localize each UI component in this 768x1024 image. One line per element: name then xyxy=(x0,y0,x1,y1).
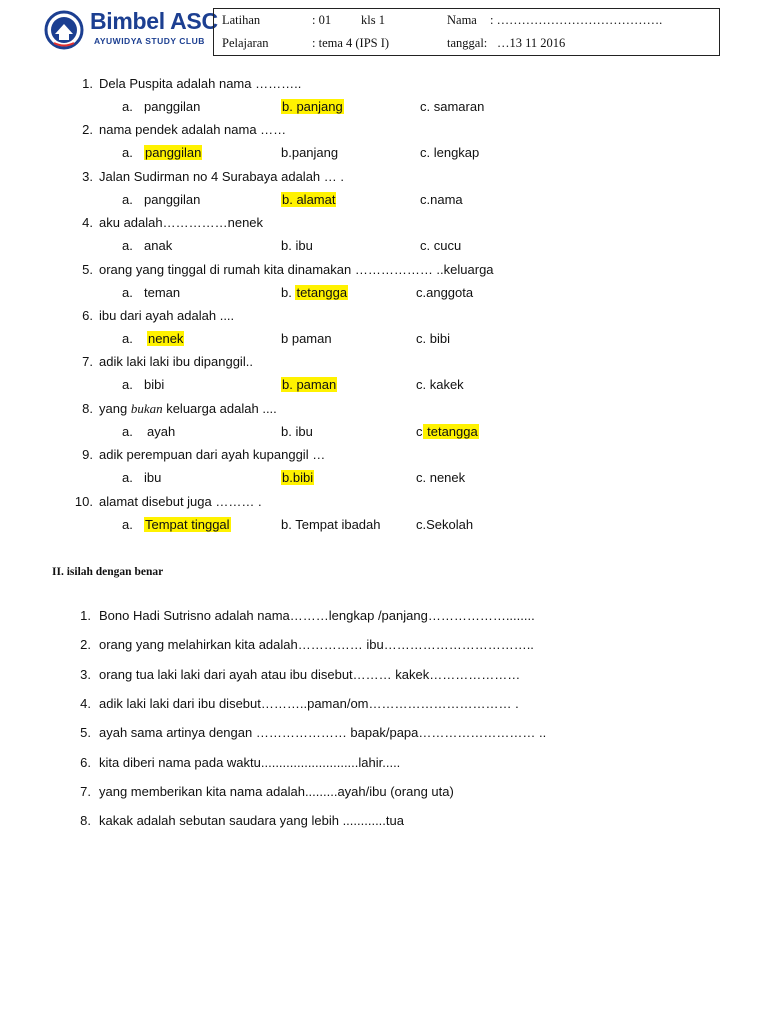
option-c[interactable]: c. bibi xyxy=(416,331,450,346)
option-c[interactable]: c. samaran xyxy=(420,99,485,114)
question-number: 6. xyxy=(82,308,93,323)
fill-item-text[interactable]: ayah sama artinya dengan ………………… bapak/papa……………………… .. xyxy=(99,725,547,741)
question-text xyxy=(99,401,277,417)
option-a-prefix: a. xyxy=(122,145,133,161)
option-b[interactable]: b. paman xyxy=(282,377,337,393)
option-a[interactable]: panggilan xyxy=(145,145,202,161)
fill-item-number: 8. xyxy=(80,813,91,829)
option-a-prefix: a. xyxy=(122,423,133,439)
fill-item-text[interactable]: orang yang melahirkan kita adalah…………… ibu…………………………….. xyxy=(99,637,534,653)
tanggal-label: tanggal: xyxy=(447,36,488,50)
question-text-main: Jalan Sudirman no 4 Surabaya adalah … . xyxy=(99,168,344,184)
fill-item-text[interactable]: adik laki laki dari ibu disebut………..paman/om…………………………… . xyxy=(99,695,519,711)
option-b[interactable]: b. Tempat ibadah xyxy=(281,516,381,532)
question-number: 4. xyxy=(82,215,93,231)
question-number: 10. xyxy=(74,493,93,509)
option-b-prefix: b. xyxy=(281,284,296,300)
option-a[interactable]: teman xyxy=(144,284,181,300)
question-number: 1. xyxy=(82,76,93,91)
fill-item-text[interactable]: orang tua laki laki dari ayah atau ibu disebut……… kakek………………… xyxy=(99,666,521,682)
option-b[interactable]: b paman xyxy=(281,331,332,346)
question-text-main: ibu dari ayah adalah .... xyxy=(99,308,235,323)
option-a[interactable]: ayah xyxy=(147,423,176,439)
question-text-main: adik laki laki ibu dipanggil.. xyxy=(99,354,253,370)
question-text xyxy=(99,169,344,184)
option-b[interactable]: b. ibu xyxy=(281,423,313,439)
pelajaran-value: : tema 4 (IPS I) xyxy=(312,36,390,50)
logo-title: Bimbel ASC xyxy=(90,8,218,34)
fill-item-number: 2. xyxy=(80,637,91,653)
fill-item-number: 3. xyxy=(80,666,91,682)
fill-item-number: 4. xyxy=(80,695,91,711)
question-text-main: alamat disebut juga ……… . xyxy=(99,493,262,509)
option-c[interactable]: c.Sekolah xyxy=(416,516,474,532)
fill-item-number: 7. xyxy=(80,783,91,799)
question-text xyxy=(99,447,325,462)
question-text xyxy=(99,354,253,369)
option-c[interactable]: c.anggota xyxy=(416,284,474,300)
option-b[interactable]: b. panjang xyxy=(282,99,343,114)
nama-label: Nama xyxy=(447,13,477,27)
question-number: 2. xyxy=(82,122,93,138)
option-a-prefix: a. xyxy=(122,377,133,393)
option-a-prefix: a. xyxy=(122,516,133,532)
question-text-main: orang yang tinggal di rumah kita dinamakan ……………… ..keluarga xyxy=(99,261,494,277)
question-number: 7. xyxy=(82,354,93,370)
option-c-text: tetangga xyxy=(423,423,478,439)
logo xyxy=(44,8,218,52)
option-a-prefix: a. xyxy=(122,191,133,207)
option-c[interactable]: c. kakek xyxy=(416,377,464,393)
question-text-main: nama pendek adalah nama …… xyxy=(99,122,287,138)
section2-title: II. isilah dengan benar xyxy=(52,566,164,578)
logo-subtitle: AYUWIDYA STUDY CLUB xyxy=(94,36,205,46)
option-b[interactable]: b. ibu xyxy=(281,238,313,254)
fill-item-number: 6. xyxy=(80,754,91,770)
fill-item-text[interactable]: Bono Hadi Sutrisno adalah nama………lengkap /panjang………………........ xyxy=(99,608,535,623)
latihan-label: Latihan xyxy=(222,13,261,27)
question-number: 3. xyxy=(82,168,93,184)
option-b[interactable]: b.panjang xyxy=(281,145,339,161)
fill-item-text[interactable]: kakak adalah sebutan saudara yang lebih ............tua xyxy=(99,813,404,829)
fill-item-text[interactable]: yang memberikan kita nama adalah.........ayah/ibu (orang uta) xyxy=(99,783,454,799)
option-a[interactable]: nenek xyxy=(148,331,184,346)
option-c[interactable]: c. lengkap xyxy=(420,145,480,161)
option-a[interactable]: anak xyxy=(144,238,173,254)
question-text-main: Dela Puspita adalah nama ……….. xyxy=(99,76,302,91)
question-text-emphasis: bukan xyxy=(130,400,163,416)
question-text xyxy=(99,76,301,91)
header-box xyxy=(213,8,720,56)
option-c-prefix: c xyxy=(416,423,423,439)
option-a-prefix: a. xyxy=(122,284,133,300)
question-number: 9. xyxy=(82,447,93,463)
tanggal-value: …13 11 2016 xyxy=(497,36,566,50)
question-text xyxy=(99,494,262,509)
option-a-prefix: a. xyxy=(122,99,133,114)
option-a[interactable]: panggilan xyxy=(144,99,201,114)
question-text-main: aku adalah……………nenek xyxy=(99,215,264,231)
question-number: 8. xyxy=(82,400,93,416)
option-b[interactable]: b. alamat xyxy=(282,191,336,207)
fill-item-text[interactable]: kita diberi nama pada waktu...........................lahir..... xyxy=(99,754,401,770)
question-text-main: adik perempuan dari ayah kupanggil … xyxy=(99,447,326,463)
question-number: 5. xyxy=(82,261,93,277)
nama-value[interactable]: : …………………………………. xyxy=(490,13,663,27)
option-c[interactable]: c. nenek xyxy=(416,470,466,486)
kelas-value: kls 1 xyxy=(361,13,385,27)
option-a[interactable]: bibi xyxy=(144,377,165,393)
option-a-prefix: a. xyxy=(122,238,133,254)
logo-emblem-icon xyxy=(44,10,84,50)
option-c[interactable]: c.nama xyxy=(420,191,463,207)
question-text xyxy=(99,215,263,230)
option-b-text: tetangga xyxy=(296,284,348,300)
question-text-rest: keluarga adalah .... xyxy=(162,400,277,416)
question-text xyxy=(99,262,494,277)
latihan-value: : 01 xyxy=(312,13,332,27)
pelajaran-label: Pelajaran xyxy=(222,36,269,50)
question-text xyxy=(99,308,234,323)
option-a[interactable]: panggilan xyxy=(144,191,201,207)
option-a[interactable]: ibu xyxy=(144,470,162,486)
option-c[interactable]: c. cucu xyxy=(420,238,462,254)
fill-item-number: 5. xyxy=(80,725,91,741)
option-a[interactable]: Tempat tinggal xyxy=(145,516,230,532)
option-a-prefix: a. xyxy=(122,470,133,486)
option-a-prefix: a. xyxy=(122,331,133,346)
fill-item-number: 1. xyxy=(80,608,91,623)
question-text xyxy=(99,122,286,137)
option-b[interactable]: b.bibi xyxy=(282,470,314,486)
option-b[interactable] xyxy=(281,285,348,300)
option-c[interactable] xyxy=(416,424,479,439)
question-text-main: yang xyxy=(99,400,131,416)
